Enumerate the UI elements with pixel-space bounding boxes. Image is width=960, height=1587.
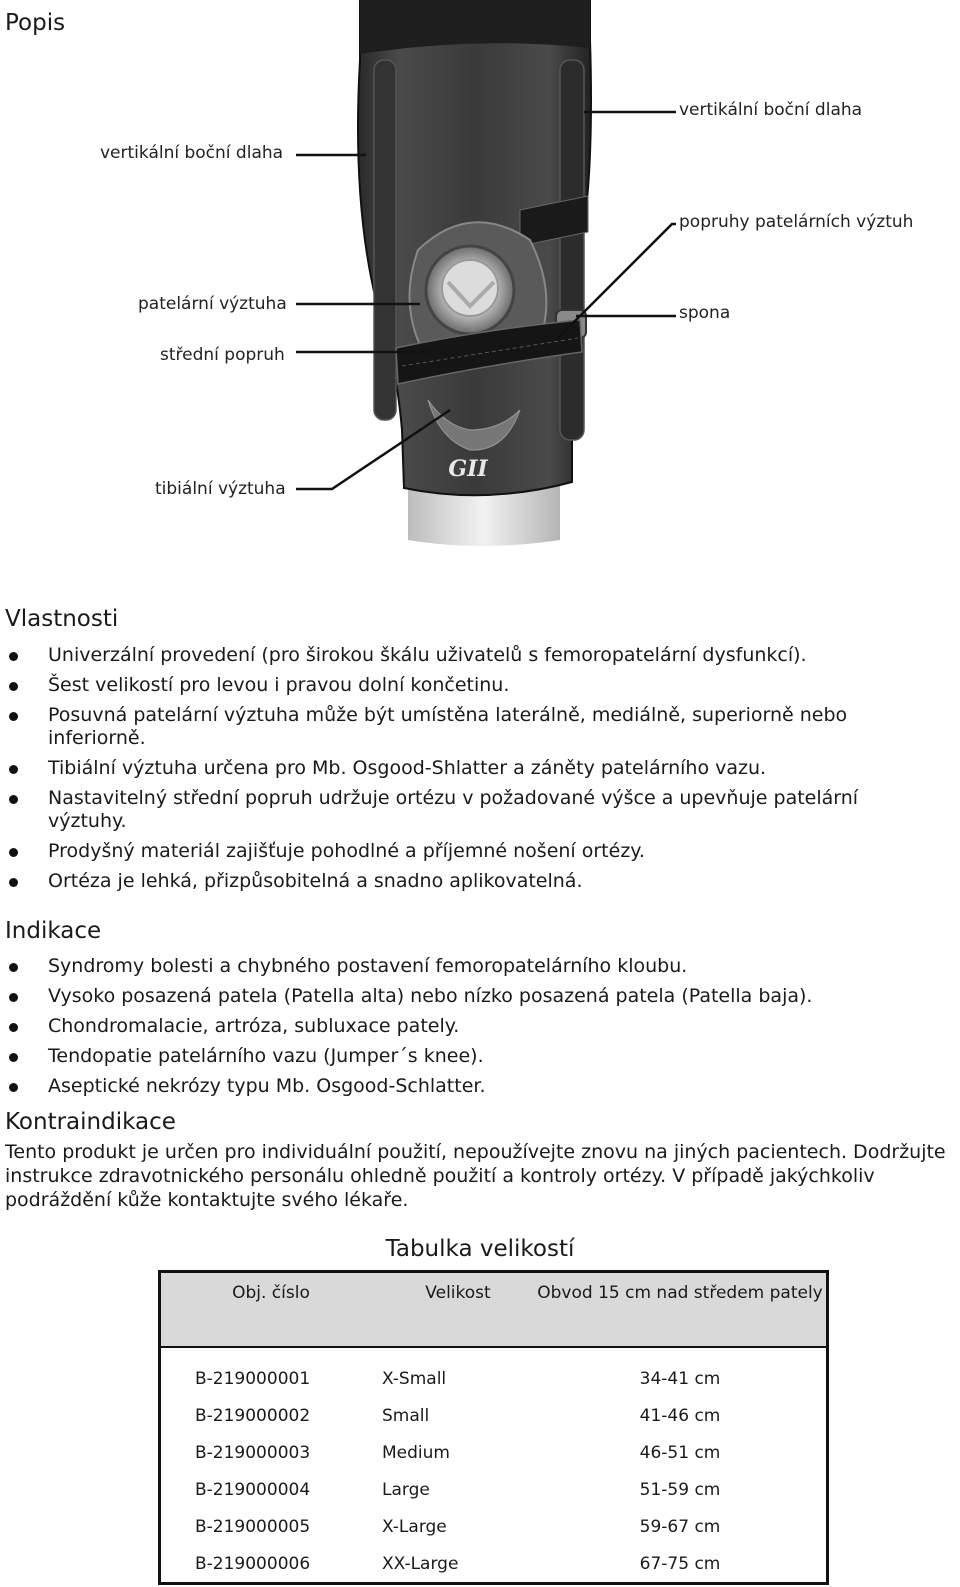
cell-size: Medium bbox=[382, 1442, 450, 1463]
list-item: Univerzální provedení (pro širokou škálu uživatelů s femoropatelární dysfunkcí). bbox=[0, 644, 940, 667]
bullet-icon bbox=[9, 1053, 18, 1062]
cell-order-number: B-219000004 bbox=[195, 1479, 311, 1500]
cell-circumference: 34-41 cm bbox=[639, 1368, 721, 1389]
size-table-title: Tabulka velikostí bbox=[385, 1236, 575, 1262]
splint-left bbox=[374, 60, 396, 420]
cell-size: XX-Large bbox=[382, 1553, 459, 1574]
callout-patellar-support: patelární výztuha bbox=[138, 294, 287, 314]
callout-patellar-straps: popruhy patelárních výztuh bbox=[679, 212, 914, 232]
list-item: Vysoko posazená patela (Patella alta) nebo nízko posazená patela (Patella baja). bbox=[0, 985, 940, 1008]
callout-vertical-splint-left: vertikální boční dlaha bbox=[100, 143, 284, 163]
cell-order-number: B-219000005 bbox=[195, 1516, 311, 1537]
header-circumference: Obvod 15 cm nad středem pately bbox=[534, 1272, 828, 1348]
header-order-number: Obj. číslo bbox=[160, 1272, 383, 1348]
cell-order-number: B-219000002 bbox=[195, 1405, 311, 1426]
table-row bbox=[160, 1434, 828, 1471]
kontraindikace-text: Tento produkt je určen pro individuální použití, nepoužívejte znovu na jiných pacientech. Dodržujte instrukce zdravotnického personálu ohledně použití a kontroly ortézy. V případě jakýchkoliv podráždění kůže kontaktujte svého lékaře. bbox=[5, 1141, 946, 1211]
cell-order-number: B-219000006 bbox=[195, 1553, 311, 1574]
table-row bbox=[160, 1360, 828, 1397]
header-size: Velikost bbox=[382, 1272, 534, 1348]
list-item: Nastavitelný střední popruh udržuje ortézu v požadované výšce a upevňuje patelární výztuhy. bbox=[0, 787, 940, 833]
list-item: Tendopatie patelárního vazu (Jumper´s knee). bbox=[0, 1045, 940, 1068]
cell-circumference: 59-67 cm bbox=[639, 1516, 721, 1537]
list-item: Aseptické nekrózy typu Mb. Osgood-Schlatter. bbox=[0, 1075, 940, 1098]
list-item: Syndromy bolesti a chybného postavení femoropatelárního kloubu. bbox=[0, 955, 940, 978]
bullet-icon bbox=[9, 1083, 18, 1092]
table-row bbox=[160, 1471, 828, 1508]
list-item: Tibiální výztuha určena pro Mb. Osgood-Shlatter a záněty patelárního vazu. bbox=[0, 757, 940, 780]
cell-size: Small bbox=[382, 1405, 430, 1426]
bullet-icon bbox=[9, 848, 18, 857]
callout-tibial-support: tibiální výztuha bbox=[155, 479, 286, 499]
list-item: Šest velikostí pro levou i pravou dolní končetinu. bbox=[0, 674, 940, 697]
bullet-icon bbox=[9, 963, 18, 972]
list-item: Posuvná patelární výztuha může být umístěna laterálně, mediálně, superiorně nebo inferiorně. bbox=[0, 704, 940, 750]
table-row bbox=[160, 1397, 828, 1434]
cell-size: X-Small bbox=[382, 1368, 447, 1389]
cell-circumference: 41-46 cm bbox=[639, 1405, 721, 1426]
bullet-icon bbox=[9, 765, 18, 774]
logo-text: GII bbox=[448, 456, 488, 482]
cell-circumference: 67-75 cm bbox=[639, 1553, 721, 1574]
cell-circumference: 51-59 cm bbox=[639, 1479, 721, 1500]
section-heading-vlastnosti: Vlastnosti bbox=[5, 606, 119, 632]
indikace-list bbox=[0, 955, 940, 1105]
section-heading-indikace: Indikace bbox=[5, 918, 102, 944]
bullet-icon bbox=[9, 1023, 18, 1032]
callout-buckle: spona bbox=[679, 303, 731, 323]
bullet-icon bbox=[9, 993, 18, 1002]
table-row bbox=[160, 1545, 828, 1584]
cell-order-number: B-219000003 bbox=[195, 1442, 311, 1463]
section-heading-popis: Popis bbox=[5, 10, 66, 36]
size-table bbox=[158, 1270, 829, 1585]
list-item: Prodyšný materiál zajišťuje pohodlné a příjemné nošení ortézy. bbox=[0, 840, 940, 863]
list-item: Ortéza je lehká, přizpůsobitelná a snadno aplikovatelná. bbox=[0, 870, 940, 893]
table-row bbox=[160, 1508, 828, 1545]
callout-vertical-splint-right: vertikální boční dlaha bbox=[679, 100, 863, 120]
callout-middle-strap: střední popruh bbox=[160, 345, 285, 365]
cell-circumference: 46-51 cm bbox=[639, 1442, 721, 1463]
cell-order-number: B-219000001 bbox=[195, 1368, 311, 1389]
bullet-icon bbox=[9, 795, 18, 804]
section-heading-kontraindikace: Kontraindikace bbox=[5, 1109, 176, 1135]
cell-size: Large bbox=[382, 1479, 430, 1500]
bullet-icon bbox=[9, 712, 18, 721]
bullet-icon bbox=[9, 682, 18, 691]
cell-size: X-Large bbox=[382, 1516, 447, 1537]
bullet-icon bbox=[9, 652, 18, 661]
vlastnosti-list bbox=[0, 644, 940, 900]
table-header-row bbox=[160, 1272, 828, 1348]
splint-right bbox=[560, 60, 584, 440]
list-item: Chondromalacie, artróza, subluxace pately. bbox=[0, 1015, 940, 1038]
bullet-icon bbox=[9, 878, 18, 887]
